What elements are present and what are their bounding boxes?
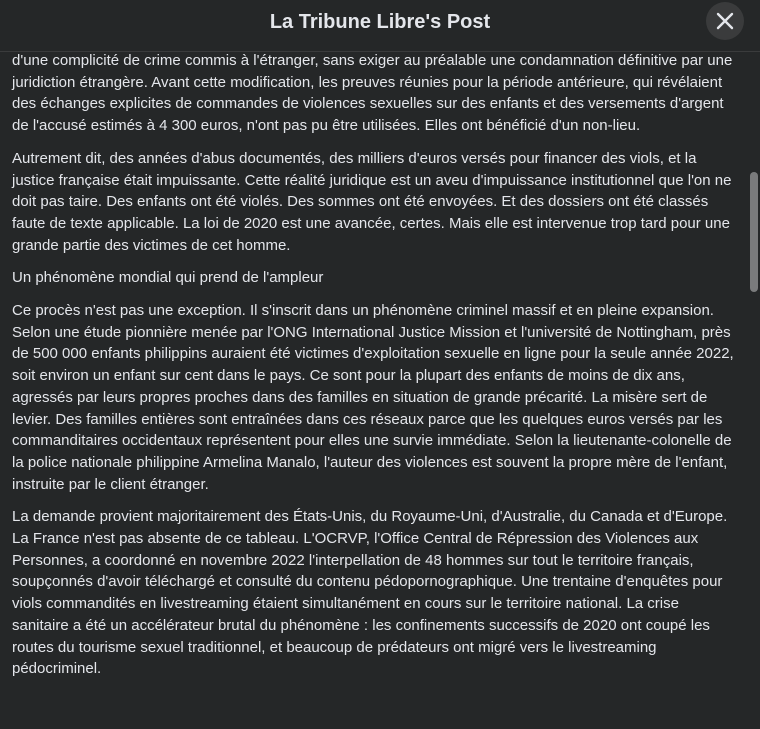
scrollbar[interactable] — [746, 52, 760, 729]
article-paragraph: d'une complicité de crime commis à l'étranger, sans exiger au préalable une condamnation définitive par une juridiction étrangère. Avant cette modification, les preuves réunies pour la période antérieure, qui révélaient des échanges explicites de commandes de violences sexuelles sur des enfants et des versements d'argent de l'accusé estimés à 4 300 euros, n'ont pas pu être utilisées. Elles ont bénéficié d'un non-lieu. — [12, 52, 733, 135]
post-content[interactable] — [0, 52, 746, 729]
article-subheading: Un phénomène mondial qui prend de l'ampleur — [12, 269, 324, 287]
dialog-header — [0, 0, 760, 52]
close-button[interactable] — [706, 2, 744, 40]
article-paragraph: Ce procès n'est pas une exception. Il s'inscrit dans un phénomène criminel massif et en pleine expansion. Selon une étude pionnière menée par l'ONG International Justice Mission et l'université de Nottingham, près de 500 000 enfants philippins auraient été victimes d'exploitation sexuelle en ligne pour la seule année 2022, soit environ un enfant sur cent dans le pays. Ce sont pour la plupart des enfants de moins de dix ans, agressés par leurs propres proches dans des familles en situation de grande précarité. La misère sert de levier. Des familles entières sont entraînées dans ces réseaux parce que les quelques euros versés par les commanditaires occidentaux représentent pour elles une survie immédiate. Selon la lieutenante-colonelle de la police nationale philippine Armelina Manalo, l'auteur des violences est souvent la propre mère de l'enfant, instruite par le client étranger. — [12, 302, 734, 493]
dialog-title: La Tribune Libre's Post — [269, 11, 491, 33]
article-body — [12, 52, 734, 691]
article-paragraph: La demande provient majoritairement des États-Unis, du Royaume-Uni, d'Australie, du Canada et d'Europe. La France n'est pas absente de ce tableau. L'OCRVP, l'Office Central de Répression des Violences aux Personnes, a coordonné en novembre 2022 l'interpellation de 48 hommes sur tout le territoire français, soupçonnés d'avoir téléchargé et consulté du contenu pédopornographique. Une trentaine d'enquêtes pour viols commandités en livestreaming étaient simultanément en cours sur le territoire national. La crise sanitaire a été un accélérateur brutal du phénomène : les confinements successifs de 2020 ont coupé les routes du tourisme sexuel traditionnel, et beaucoup de prédateurs ont migré vers le livestreaming pédocriminel. — [12, 508, 728, 678]
scrollbar-thumb[interactable] — [750, 172, 758, 292]
article-paragraph: Autrement dit, des années d'abus documentés, des milliers d'euros versés pour financer des viols, et la justice française était impuissante. Cette réalité juridique est un aveu d'impuissance institutionnel que l'on ne doit pas taire. Des enfants ont été violés. Des sommes ont été envoyées. Et des dossiers ont été classés faute de texte applicable. La loi de 2020 est une avancée, certes. Mais elle est intervenue trop tard pour une grande partie des victimes de cet homme. — [12, 149, 732, 254]
close-icon — [716, 12, 734, 30]
